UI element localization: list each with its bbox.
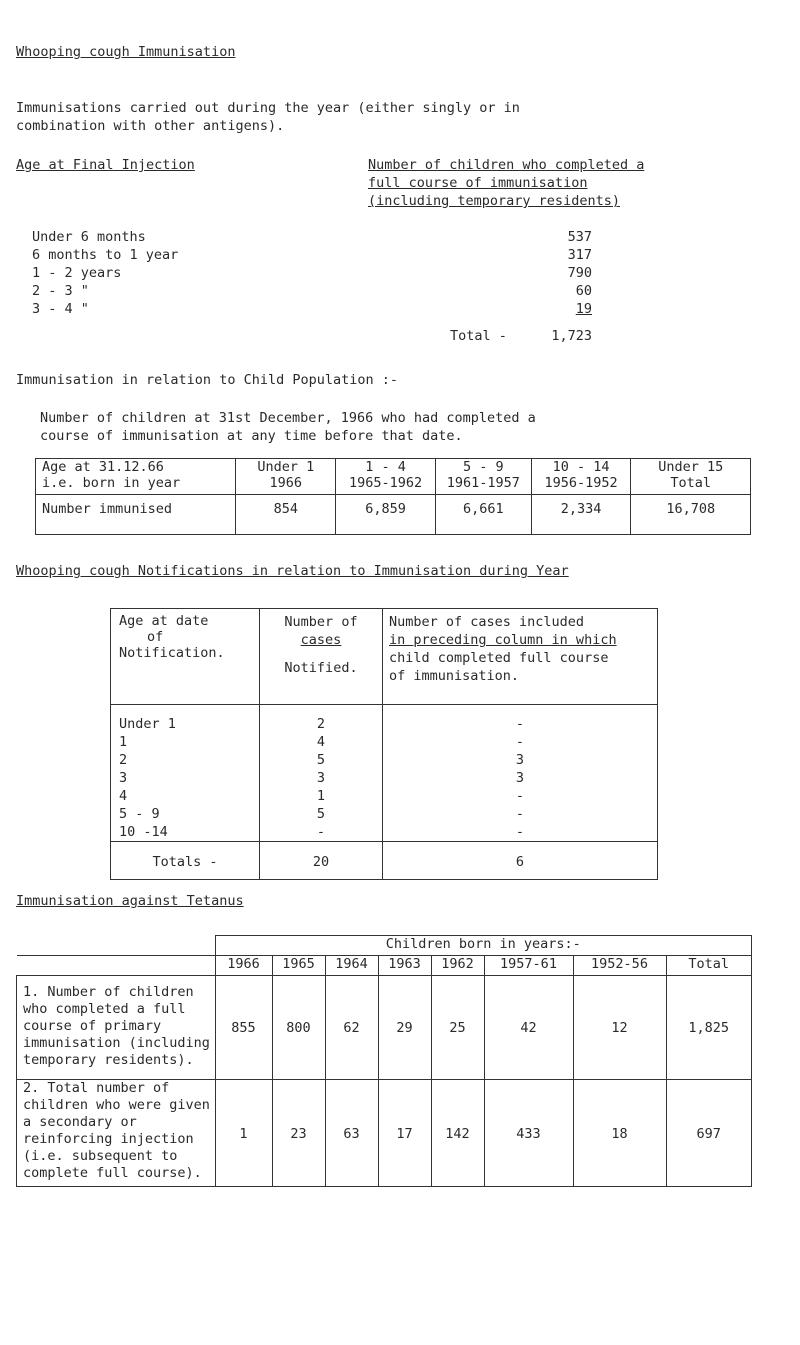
completed-cell: - (515, 734, 525, 750)
header-under-1 (236, 459, 336, 495)
tetanus-table (16, 935, 752, 1187)
cell-value: 1 (215, 1080, 272, 1187)
count-value u: 19 (575, 301, 592, 317)
children-born-header: Children born in years:- (215, 936, 752, 956)
header-age (36, 459, 236, 495)
notified-column (260, 705, 383, 842)
count-column-header-3: (including temporary residents) (368, 193, 620, 209)
year-header: 1966 (215, 956, 272, 976)
year-header: 1965 (272, 956, 325, 976)
completed-cell: 3 (515, 752, 525, 768)
header-5-9 (435, 459, 531, 495)
cell-value: 16,708 (631, 495, 751, 535)
age-cell: Under 1 (119, 716, 176, 732)
cell-value: 25 (431, 976, 484, 1080)
cell-value: 62 (325, 976, 378, 1080)
header-line: 1 - 4 (365, 459, 406, 475)
completed-cell: - (515, 788, 525, 804)
section-notifications-heading: Whooping cough Notifications in relation to Immunisation during Year (16, 563, 569, 579)
section-child-population-text-2: course of immunisation at any time before that date. (40, 428, 463, 444)
age-row-label: 2 - 3 " (32, 283, 89, 299)
corner-cell (17, 936, 216, 956)
cell-value: 855 (215, 976, 272, 1080)
header-line: in preceding column in which (389, 632, 617, 648)
header-cases-notified (260, 609, 383, 705)
header-10-14 (531, 459, 631, 495)
row-label-number-immunised: Number immunised (36, 495, 236, 535)
header-line: 1961-1957 (446, 475, 520, 491)
section-tetanus-heading: Immunisation against Tetanus (16, 893, 244, 909)
year-header: 1962 (431, 956, 484, 976)
intro-line-1: Immunisations carried out during the year (either singly or in (16, 100, 520, 116)
age-cell: 10 -14 (119, 824, 168, 840)
header-1-4 (336, 459, 436, 495)
age-row-label: 3 - 4 " (32, 301, 89, 317)
cell-value: 6,661 (435, 495, 531, 535)
row-label-primary: 1. Number of children who completed a full course of primary immunisation (including temporary residents). (17, 976, 216, 1080)
cell-value: 2,334 (531, 495, 631, 535)
row-label-reinforcing: 2. Total number of children who were given a secondary or reinforcing injection (i.e. subsequent to complete full course). (17, 1080, 216, 1187)
header-line: child completed full course (389, 650, 609, 666)
cell-value: 697 (666, 1080, 752, 1187)
cell-value: 1,825 (666, 976, 752, 1080)
header-line: 1956-1952 (544, 475, 618, 491)
count-value: 317 (567, 247, 592, 263)
cell-value: 12 (573, 976, 666, 1080)
notifications-table (110, 608, 658, 880)
age-row-label: 1 - 2 years (32, 265, 122, 281)
notified-cell: 5 (316, 752, 326, 768)
header-line: cases (300, 632, 342, 648)
header-line: Total (670, 475, 712, 491)
completed-cell: - (515, 806, 525, 822)
notified-cell: - (316, 824, 326, 840)
age-cell: 4 (119, 788, 128, 804)
child-population-table (35, 458, 751, 535)
header-line: i.e. born in year (42, 475, 181, 491)
header-line: of (147, 629, 164, 645)
age-row-label: Under 6 months (32, 229, 146, 245)
header-under-15 (631, 459, 751, 495)
age-cell: 3 (119, 770, 128, 786)
completed-cell: - (515, 716, 525, 732)
header-line: Notified. (284, 660, 358, 676)
totals-completed: 6 (383, 842, 658, 880)
age-cell: 5 - 9 (119, 806, 160, 822)
page-title: Whooping cough Immunisation (16, 44, 236, 60)
year-header: 1963 (378, 956, 431, 976)
notified-cell: 2 (316, 716, 326, 732)
age-row-label: 6 months to 1 year (32, 247, 179, 263)
cell-value: 63 (325, 1080, 378, 1187)
header-line: Age at date (119, 613, 209, 629)
count-column-header-1: Number of children who completed a (368, 157, 645, 173)
age-column (111, 705, 260, 842)
total-value: 1,723 (551, 328, 592, 344)
count-value: 790 (567, 265, 592, 281)
cell-value: 800 (272, 976, 325, 1080)
cell-value: 42 (484, 976, 573, 1080)
count-value: 60 (575, 283, 592, 299)
header-line: 1965-1962 (348, 475, 423, 491)
age-column-header: Age at Final Injection (16, 157, 195, 173)
header-line: Notification. (119, 645, 225, 661)
header-line: 5 - 9 (463, 459, 504, 475)
header-line: Under 1 (257, 459, 315, 475)
year-header: 1952-56 (573, 956, 666, 976)
header-line: Under 15 (658, 459, 724, 475)
age-list (32, 228, 178, 318)
blank-header-cell (17, 956, 216, 976)
year-header: 1957-61 (484, 956, 573, 976)
header-completed-course (383, 609, 658, 705)
total-label: Total - (450, 328, 507, 344)
notified-cell: 5 (316, 806, 326, 822)
cell-value: 854 (236, 495, 336, 535)
header-line: 1966 (269, 475, 303, 491)
completed-column (383, 705, 658, 842)
notified-cell: 4 (316, 734, 326, 750)
totals-notified: 20 (260, 842, 383, 880)
cell-value: 433 (484, 1080, 573, 1187)
header-line: 10 - 14 (552, 459, 610, 475)
completed-cell: 3 (515, 770, 525, 786)
header-line: of immunisation. (389, 668, 520, 684)
year-header: 1964 (325, 956, 378, 976)
count-value: 537 (567, 229, 592, 245)
section-child-population-text-1: Number of children at 31st December, 1966 who had completed a (40, 410, 536, 426)
intro-line-2: combination with other antigens). (16, 118, 285, 134)
cell-value: 29 (378, 976, 431, 1080)
cell-value: 142 (431, 1080, 484, 1187)
header-age-notification (111, 609, 260, 705)
count-column-header-2: full course of immunisation (368, 175, 588, 191)
notified-cell: 3 (316, 770, 326, 786)
header-line: Age at 31.12.66 (42, 459, 164, 475)
header-line: Number of cases included (389, 614, 585, 630)
notified-cell: 1 (316, 788, 326, 804)
age-cell: 1 (119, 734, 128, 750)
cell-value: 6,859 (336, 495, 436, 535)
completed-cell: - (515, 824, 525, 840)
count-list (546, 228, 592, 318)
age-cell: 2 (119, 752, 128, 768)
cell-value: 23 (272, 1080, 325, 1187)
cell-value: 18 (573, 1080, 666, 1187)
header-line: Number of (284, 614, 358, 630)
section-child-population-heading: Immunisation in relation to Child Population :- (16, 372, 399, 388)
cell-value: 17 (378, 1080, 431, 1187)
totals-label: Totals - (111, 842, 260, 880)
year-header: Total (666, 956, 752, 976)
